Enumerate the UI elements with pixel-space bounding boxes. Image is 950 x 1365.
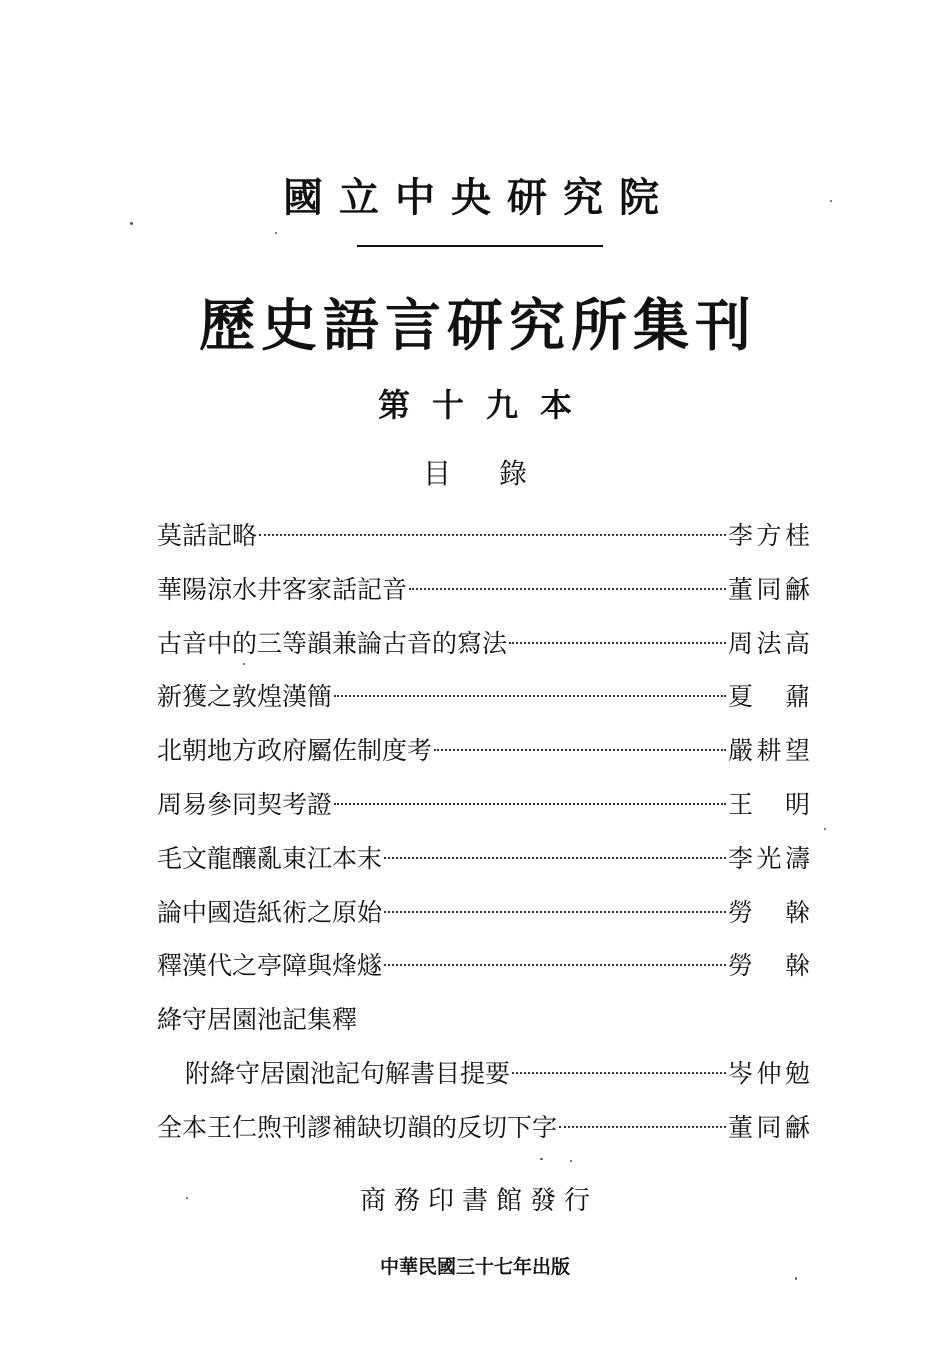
toc-entry-author: 董同龢 [728, 574, 810, 604]
toc-entry-author: 李方桂 [728, 521, 810, 550]
toc-entry-title: 新獲之敦煌漢簡 [157, 682, 333, 712]
volume-number: 第十九本 [377, 386, 594, 424]
toc-entry-author: 勞榦 [728, 951, 810, 981]
toc-leader-dots [434, 749, 726, 751]
institute-name: 國立中央研究院 [283, 174, 675, 221]
scan-speck [830, 200, 832, 202]
toc-entry [157, 997, 810, 1051]
toc-entry-title: 周易參同契考證 [157, 789, 333, 819]
toc-entry-author: 勞榦 [728, 897, 810, 927]
toc-entry [157, 1105, 810, 1159]
toc-leader-dots [512, 1072, 726, 1074]
toc-entry-title: 絳守居園池記集釋 [157, 1005, 358, 1035]
scan-speck [275, 232, 277, 234]
toc-entry [157, 567, 810, 621]
toc-entry [157, 836, 810, 890]
toc-leader-dots [559, 1126, 726, 1128]
scan-speck [540, 1158, 543, 1160]
toc-entry [157, 1051, 810, 1105]
scan-speck [130, 222, 133, 225]
toc-entry [157, 674, 810, 728]
toc-entry-author: 夏鼐 [728, 682, 810, 712]
toc-entry-title: 毛文龍釀亂東江本末 [157, 843, 383, 873]
toc-leader-dots [334, 695, 726, 697]
toc-entry-author: 周法高 [728, 628, 810, 658]
toc-entry-title: 莫話記略 [157, 521, 258, 550]
toc-leader-dots [259, 534, 726, 536]
scan-speck [824, 828, 826, 830]
toc-entry [157, 728, 810, 782]
scan-speck [570, 1160, 572, 1162]
toc-entry-author: 王明 [728, 789, 810, 819]
toc-entry-author: 岑仲勉 [728, 1058, 810, 1088]
scan-speck [186, 1197, 188, 1199]
toc-leader-dots [509, 642, 726, 644]
journal-title: 歷史語言研究所集刊 [199, 293, 757, 359]
publisher-line: 商務印書館發行 [359, 1186, 598, 1216]
toc-entry [157, 782, 810, 836]
toc-entry-author: 李光濤 [728, 843, 810, 873]
toc-entry-title: 釋漢代之亭障與烽燧 [157, 951, 383, 981]
scan-speck [795, 1277, 797, 1280]
toc-entry-title: 附絳守居園池記句解書目提要 [185, 1058, 511, 1088]
publication-date: 中華民國三十七年出版 [379, 1256, 570, 1278]
title-divider [357, 245, 603, 247]
scan-speck [243, 663, 245, 665]
toc-leader-dots [384, 964, 726, 966]
toc-entry-author: 嚴耕望 [728, 736, 810, 766]
toc-leader-dots [409, 588, 726, 590]
toc-entry [157, 890, 810, 944]
table-of-contents [157, 513, 810, 1159]
contents-heading: 目錄 [422, 457, 575, 490]
toc-entry-author: 董同龢 [728, 1112, 810, 1142]
toc-entry-title: 華陽涼水井客家話記音 [157, 574, 408, 604]
toc-entry-title: 全本王仁煦刊謬補缺切韻的反切下字 [157, 1112, 558, 1142]
toc-entry-title: 論中國造紙術之原始 [157, 897, 383, 927]
toc-entry [157, 513, 810, 567]
toc-leader-dots [384, 857, 726, 859]
toc-entry-title: 古音中的三等韻兼論古音的寫法 [157, 628, 508, 658]
toc-entry-title: 北朝地方政府屬佐制度考 [157, 736, 433, 766]
toc-leader-dots [384, 911, 726, 913]
toc-entry [157, 621, 810, 675]
toc-entry [157, 943, 810, 997]
toc-leader-dots [334, 803, 726, 805]
